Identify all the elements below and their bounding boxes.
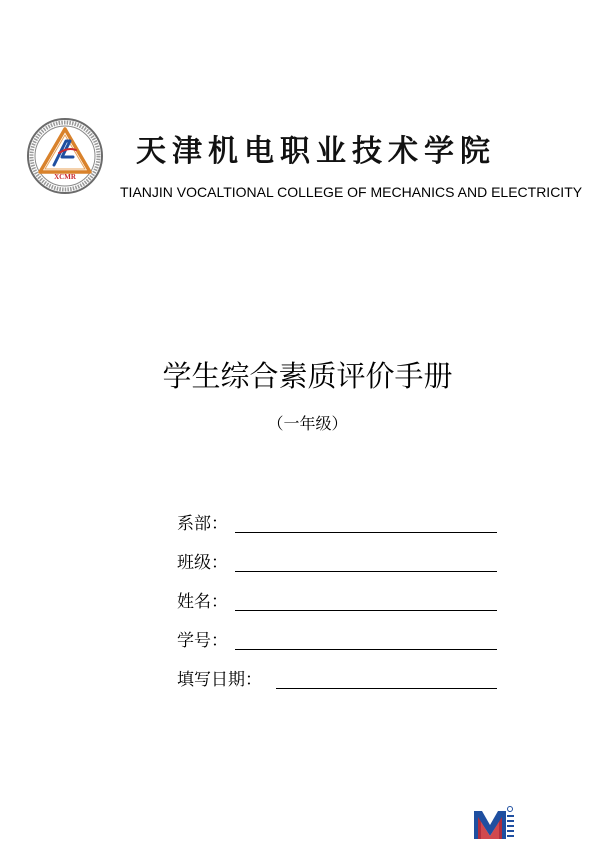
class-field[interactable] <box>177 551 497 590</box>
class-label: 班级： <box>177 553 228 573</box>
class-input-line[interactable] <box>235 571 497 572</box>
fill-date-field[interactable] <box>177 668 497 707</box>
fill-date-label: 填写日期： <box>177 670 262 690</box>
name-label: 姓名： <box>177 592 228 612</box>
student-id-field[interactable] <box>177 629 497 668</box>
student-id-input-line[interactable] <box>235 649 497 650</box>
name-input-line[interactable] <box>235 610 497 611</box>
department-input-line[interactable] <box>235 532 497 533</box>
college-name-cn: 天津机电职业技术学院 <box>136 134 496 169</box>
department-label: 系部： <box>177 514 228 534</box>
department-field[interactable] <box>177 512 497 551</box>
emblem-label: XCMR <box>54 173 76 181</box>
fill-date-input-line[interactable] <box>276 688 497 689</box>
college-name-en: TIANJIN VOCALTIONAL COLLEGE OF MECHANICS AND ELECTRICITY <box>120 184 583 200</box>
college-emblem-logo <box>26 117 104 195</box>
name-field[interactable] <box>177 590 497 629</box>
page-title: 学生综合素质评价手册 <box>162 359 453 393</box>
page-subtitle: （一年级） <box>267 414 348 433</box>
student-id-label: 学号： <box>177 631 228 651</box>
student-info-form <box>177 512 497 707</box>
bottom-brand-logo-icon <box>472 805 516 841</box>
